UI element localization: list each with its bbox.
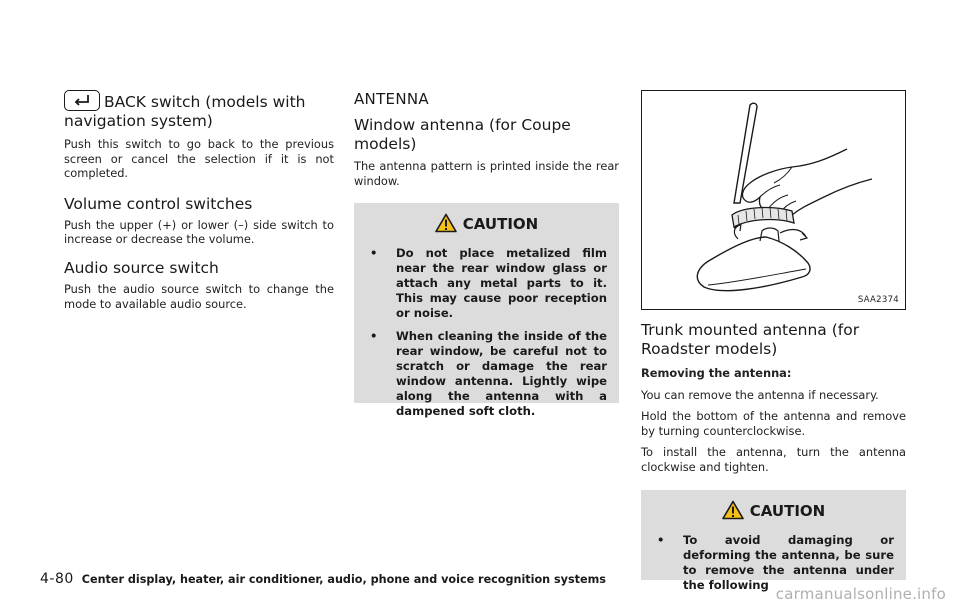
hold-text: Hold the bottom of the antenna and remove by turning counterclockwise. [641, 409, 906, 438]
install-text: To install the antenna, turn the antenna clockwise and tighten. [641, 445, 906, 474]
caution-item-text: Do not place metalized film near the rear window glass or attach any metal parts to it. This may cause poor reception or noise. [396, 246, 607, 321]
volume-text: Push the upper (+) or lower (–) side switch to increase or decrease the volume. [64, 217, 334, 247]
window-antenna-text: The antenna pattern is printed inside the rear window. [354, 159, 619, 188]
warning-triangle-icon [435, 213, 457, 233]
chapter-title: Center display, heater, air conditioner, audio, phone and voice recognition systems [81, 573, 606, 586]
bullet: • [370, 329, 378, 344]
caution-header [366, 213, 607, 234]
hand-removing-antenna-illustration [642, 91, 905, 309]
warning-triangle-icon [722, 500, 744, 520]
antenna-heading: ANTENNA [354, 90, 429, 108]
caution-box-window [354, 203, 619, 419]
trunk-antenna-heading: Trunk mounted antenna (for Roadster models) [641, 321, 860, 358]
caution-item-text: When cleaning the inside of the rear window, be careful not to scratch or damage the rear window antenna. Lightly wipe along the antenna with a dampened soft cloth. [396, 329, 607, 419]
bullet: • [370, 246, 378, 261]
back-switch-heading [64, 90, 334, 131]
column-middle [354, 90, 619, 419]
page-number: 4-80 [40, 571, 74, 587]
figure-label: SAA2374 [857, 295, 899, 305]
volume-heading: Volume control switches [64, 194, 253, 213]
caution-list [366, 246, 607, 419]
column-right [641, 90, 906, 592]
window-antenna-heading: Window antenna (for Coupe models) [354, 116, 571, 153]
bullet: • [657, 532, 665, 547]
back-arrow-icon [64, 90, 100, 111]
caution-header [653, 500, 894, 521]
caution-label: CAUTION [749, 501, 826, 520]
caution-box-trunk [641, 490, 906, 592]
audio-source-text: Push the audio source switch to change the mode to available audio source. [64, 281, 334, 311]
back-switch-heading-text: BACK switch (models with navigation system) [64, 93, 306, 130]
caution-list [653, 533, 894, 593]
page-footer [40, 568, 606, 588]
caution-label: CAUTION [462, 215, 539, 234]
audio-source-heading: Audio source switch [64, 258, 219, 277]
caution-item [366, 246, 607, 321]
antenna-illustration [641, 90, 906, 310]
caution-item [653, 533, 894, 593]
remove-text: You can remove the antenna if necessary. [641, 387, 879, 402]
watermark: carmanualsonline.info [775, 585, 946, 603]
column-left [64, 90, 334, 311]
caution-item [366, 329, 607, 419]
back-switch-text: Push this switch to go back to the previous screen or cancel the selection if it is not completed. [64, 137, 334, 181]
removing-antenna-label: Removing the antenna: [641, 366, 792, 380]
caution-item-text: To avoid damaging or deforming the antenna, be sure to remove the antenna under the following [683, 532, 894, 592]
